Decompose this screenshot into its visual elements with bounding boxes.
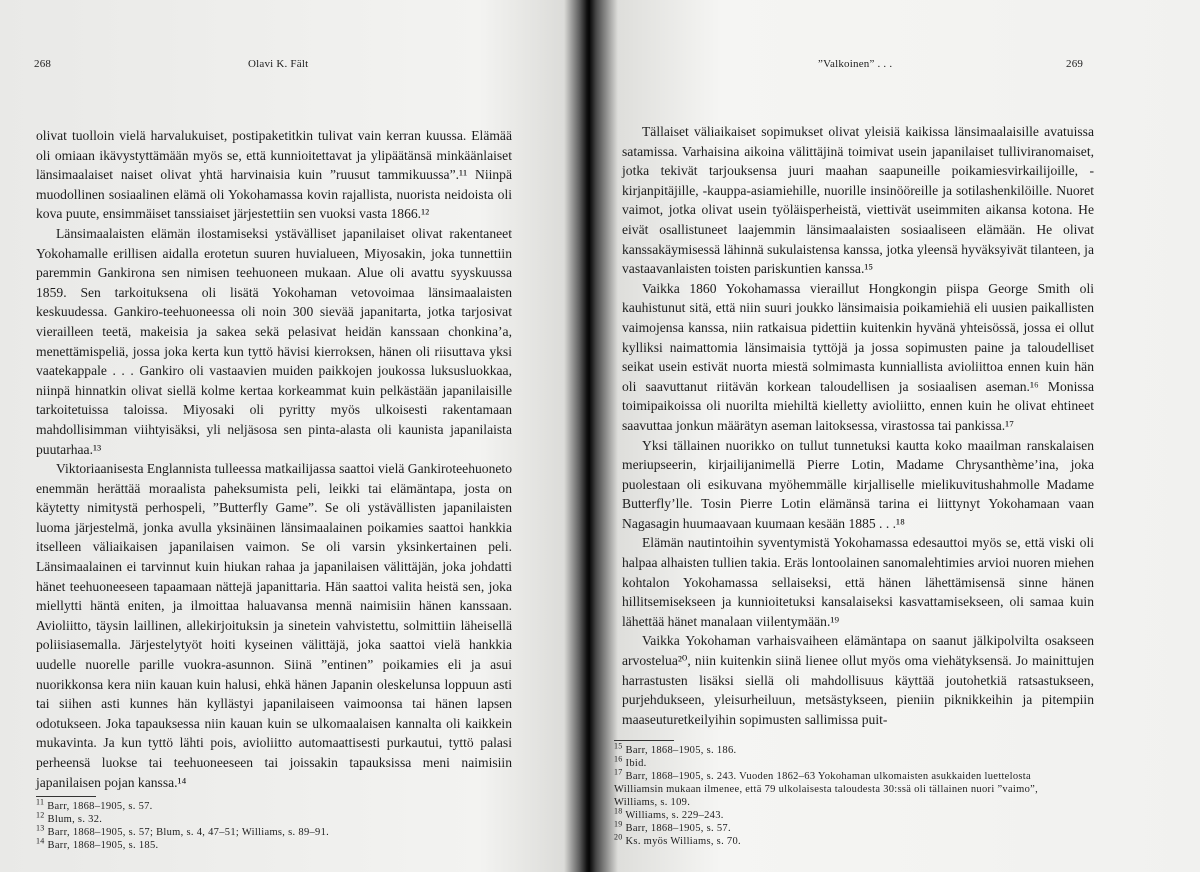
footnotes xyxy=(614,740,1038,848)
page-number: 268 xyxy=(34,58,52,70)
paragraph: Yksi tällainen nuorikko on tullut tunnetuksi kautta koko maailman ranskalaisen meriupseerin, kirjailijanimellä Pierre Lotin, Madame Chrysanthème’ina, joka puolestaan oli esikuvana myöhemmälle kirjalliselle mielikuvitushahmolle Madame Butterfly’lle. Tosin Pierre Lotin elämänsä tarina ei liittynyt Yokohamaan vaan Nagasagin huumaavaan kuumaan kesään 1885 . . .¹⁸ xyxy=(622,437,1094,531)
left-page xyxy=(0,0,590,872)
footnote: $^{17}$ Barr, 1868–1905, s. 243. Vuoden 1862–63 Yokohaman ulkomaisten asukkaiden luettelosta xyxy=(614,767,1031,782)
paragraph: Tällaiset väliaikaiset sopimukset olivat yleisiä kaikissa länsimaalaisille avatuissa satamissa. Varhaisina aikoina välittäjinä toimivat usein japanilaiset tulliviranomaiset, jotka tekivät tarjouksensa juuri maahan saapuneille poikamiesvirkailijoille, -kirjanpitäjille, -kauppa-asiamiehille, nuorille insinööreille ja sotilashenkilöille. Nuoret vaimot, jotka olivat usein työläisperheistä, viettivät useimmiten aikansa kotona. He eivät osallistuneet laajemmin länsimaalaisten sosiaaliseen elämään. He olivat kanssakäymisessä lähinnä sukulaistensa kanssa, jotka yleensä hyväksyivät tilanteen, ja vastaavanlaisten toisten pariskuntien kanssa.¹⁵ xyxy=(622,124,1094,277)
footnote-rule xyxy=(614,740,674,741)
running-head: ”Valkoinen” . . . xyxy=(818,58,893,70)
paragraph: Vaikka 1860 Yokohamassa vieraillut Hongkongin piispa George Smith oli kauhistunut sitä, että niin suuri joukko länsimaisia poikamiehiä eli uusien paikallisten vaimojensa kanssa, niin ratkaisua pidettiin kuitenkin hyvänä yhteisössä, jossa ei ollut kylliksi naimattomia länsimaisia tyttöjä ja jossa sopimusten paine ja taloudelliset seikat usein estivät nuorta miestä solmimasta kunniallista avioliittoa ennen kuin hän oli saavuttanut riitävän korkean taloudellisen ja sosiaalisen aseman.¹⁶ Monissa toimipaikoissa oli nuorilta miehiltä kielletty avioliitto, ennen kuin he olivat ehtineet saavuttaa jonkun määrätyn aseman laitoksessa, virastossa tai pankissa.¹⁷ xyxy=(622,280,1094,433)
running-head: Olavi K. Fält xyxy=(248,58,309,70)
footnote: Williams, s. 109. xyxy=(614,797,691,808)
paragraph: Viktoriaanisesta Englannista tulleessa matkailijassa saattoi vielä Gankiroteehuoneto enemmän herättää moraalista paheksumista peli, leikki tai elämäntapa, josta on käytetty nimitystä perhospeli, ”Butterfly Game”. Se oli ystävällisten japanilaisten luoma järjestelmä, jonka avulla yksinäinen länsimaalainen poikamies saattoi hankkia itselleen väliaikaisen japanilaisen vaimon. Se oli varsin yksinkertainen peli. Länsimaalainen ei tarvinnut kuin hiukan rahaa ja japanilaisen välittäjän, joka johdatti hänet teehuoneeseen tapaamaan nättejä japanittaria. Hän saattoi valita heistä sen, joka miellytti häntä eniten, ja ilmoittaa haluavansa mennä naimisiin hänen kanssaan. Avioliitto, täysin laillinen, allekirjoituksin ja sinetein vahvistettu, solmittiin läheisellä poliisiasemalla. Järjestelytyöt hoiti kyseinen välittäjä, joka saattoi vielä hankkia uudelle nuorelle parille vuokra-asunnon. Siinä ”entinen” poikamies eli ja asui nuorikkonsa kera niin kauan kuin halusi, ehkä hänen Japanin oleskelunsa loppuun asti tai siihen asti kunnes hän kyllästyi japanilaiseen vaimoonsa tai hänen lapsen odotukseen. Joka tapauksessa niin kauan kuin se ulkomaalaisen kannalta oli kaikkein mukavinta. Ja kun tyttö lähti pois, avioliitto automaattisesti purkautui, tyttö palasi perheensä luokse tai teehuoneeseen tai joissakin tapauksissa meni naimisiin japanilaisen pojan kanssa.¹⁴ xyxy=(36,461,512,790)
footnote: $^{18}$ Williams, s. 229–243. xyxy=(614,806,724,821)
footnote: $^{16}$ Ibid. xyxy=(614,754,647,769)
paragraph: Elämän nautintoihin syventymistä Yokohamassa edesauttoi myös se, että viski oli halpaa alhaisten tullien takia. Eräs lontoolainen sanomalehtimies arvioi nuoren miehen kohtalon Yokohamassa sellaiseksi, että hänen lähettämisensä sinne hänen hillitsemisekseen ja kunnioitetuksi kansalaiseksi kasvattamisekseen, oli samaa kuin lähettää hänet manalaan viilentymään.¹⁹ xyxy=(622,535,1094,629)
footnote: $^{13}$ Barr, 1868–1905, s. 57; Blum, s. 4, 47–51; Williams, s. 89–91. xyxy=(36,823,330,838)
right-page xyxy=(590,0,1200,872)
paragraph: olivat tuolloin vielä harvalukuiset, postipaketitkin tulivat vain kerran kuussa. Elämää oli omiaan ikävystyttämään myös se, että kunnioitettavat ja ylipäätänsä minkäänlaiset länsimaalaiset naiset olivat yhtä harvinaisia kuin ”ruusut tammikuussa”.¹¹ Niinpä muodollinen sosiaalinen elämä oli Yokohamassa kovin rajallista, nuorista neidoista oli kova puute, ensimmäiset tanssiaiset järjestettiin sen vuoksi vasta 1866.¹² xyxy=(36,128,512,222)
footnote: $^{15}$ Barr, 1868–1905, s. 186. xyxy=(614,741,737,756)
footnote: $^{14}$ Barr, 1868–1905, s. 185. xyxy=(36,836,159,851)
page-number: 269 xyxy=(1066,58,1084,70)
footnote-rule xyxy=(36,796,96,797)
footnote: $^{11}$ Barr, 1868–1905, s. 57. xyxy=(36,797,153,812)
footnote: $^{20}$ Ks. myös Williams, s. 70. xyxy=(614,832,741,847)
footnote: $^{12}$ Blum, s. 32. xyxy=(36,810,103,825)
footnotes xyxy=(36,796,329,852)
footnote: $^{19}$ Barr, 1868–1905, s. 57. xyxy=(614,819,731,834)
paragraph: Vaikka Yokohaman varhaisvaiheen elämäntapa on saanut jälkipolvilta osakseen arvostelua²⁰, niin kuitenkin siinä lienee ollut myös oma viehätyksensä. Jo mainittujen harrastusten lisäksi siellä oli mahdollisuus käyttää joutohetkiä ratsastukseen, purjehdukseen, yleisurheiluun, metsästykseen, pieniin piknikkeihin ja pitempiin maaseuturetkeilyihin sopimusten sallimissa puit- xyxy=(622,633,1094,727)
body-text xyxy=(622,122,1094,729)
footnote: Williamsin mukaan ilmenee, että 79 ulkolaisesta taloudesta 30:ssä oli tällainen nuori ”vaimo”, xyxy=(614,784,1039,795)
paragraph: Länsimaalaisten elämän ilostamiseksi ystävälliset japanilaiset olivat rakentaneet Yokohamalle erillisen aidalla erotetun suuren huvialueen, Miyosakin, joka tunnettiin paremmin Gankirona sen nimisen teehuoneen mukaan. Alue oli avattu syyskuussa 1859. Sen tarkoituksena oli lisätä Yokohaman vetovoimaa länsimaalaisten keskuudessa. Gankiro-teehuoneessa oli noin 300 sievää japanitarta, jotka tarjosivat vierailleen teetä, makeisia ja sakea sekä pelasivat heidän kanssaan chonkina’a, menettämispeliä, jossa joka kerta kun tyttö hävisi kierroksen, hänen oli riisuttava yksi vaatekappale . . . Gankiro oli vastaavien muiden paikkojen joukossa luksusluokkaa, niinpä hinnatkin olivat siellä kolme kertaa korkeammat kuin pelkästään japanilaisille tarkoitetuissa taloissa. Miyosaki oli pyritty myös ulkoisesti rakentamaan mahdollisimman viihtyisäksi, yli neljäsosa sen pinta-alasta oli kaunista japanilaista puutarhaa.¹³ xyxy=(36,225,512,457)
body-text xyxy=(36,126,512,792)
